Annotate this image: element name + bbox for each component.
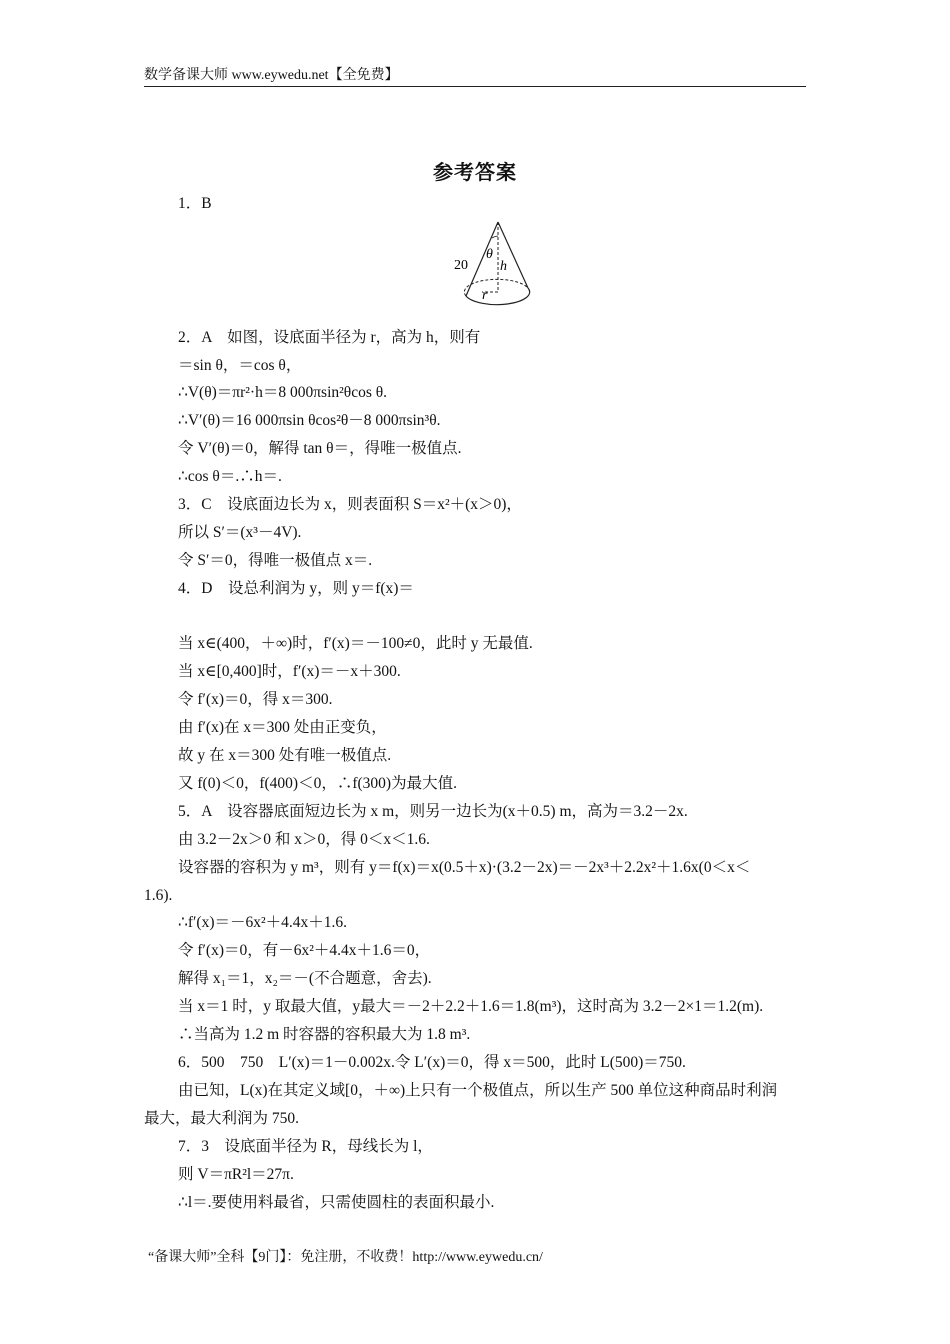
answer-line: 7．3 设底面半径为 R，母线长为 l， [178,1138,433,1155]
answer-line: 所以 S′＝(x³－4V). [178,524,302,541]
answer-line: 令 f′(x)＝0，有－6x²＋4.4x＋1.6＝0， [178,942,431,959]
cone-figure [452,218,532,314]
cone-slant-left [466,222,498,296]
answer-line: 令 V′(θ)＝0，解得 tan θ＝，得唯一极值点. [178,440,462,457]
answer-line: 4．D 设总利润为 y，则 y＝f(x)＝ [178,580,414,597]
answer-line: ∴l＝.要使用料最省，只需使圆柱的表面积最小. [178,1194,495,1211]
answer-line: 故 y 在 x＝300 处有唯一极值点. [178,747,392,764]
answer-line: 解得 x₁＝1，x₂＝－(不合题意，舍去). [178,970,432,987]
answer-line: 当 x∈(400，＋∞)时，f′(x)＝－100≠0，此时 y 无最值. [178,635,533,652]
answer-line: 1．B [178,195,212,212]
answer-line: 又 f(0)＜0，f(400)＜0，∴f(300)为最大值. [178,775,457,792]
answer-line: 3．C 设底面边长为 x，则表面积 S＝x²＋(x＞0)， [178,496,522,513]
answer-line: 最大，最大利润为 750. [144,1110,300,1127]
cone-height-label: h [500,259,507,274]
answer-line: 当 x＝1 时，y 取最大值，y最大＝－2＋2.2＋1.6＝1.8(m³)，这时高为 3.2－2×1＝1.2(m). [178,998,764,1015]
answer-line: 由 f′(x)在 x＝300 处由正变负， [178,719,387,736]
answer-line: ＝sin θ，＝cos θ， [178,357,302,374]
answer-line: 1.6). [144,887,173,904]
answer-line: 2．A 如图，设底面半径为 r，高为 h，则有 [178,329,481,346]
cone-base-front [466,288,530,305]
answer-line: 令 f′(x)＝0，得 x＝300. [178,691,333,708]
answer-line: 当 x∈[0,400]时，f′(x)＝－x＋300. [178,663,401,680]
answer-line: 6．500 750 L′(x)＝1－0.002x.令 L′(x)＝0，得 x＝500，此时 L(500)＝750. [178,1054,686,1071]
answer-line: ∴f′(x)＝－6x²＋4.4x＋1.6. [178,914,348,931]
page-title: 参考答案 [433,162,517,184]
cone-angle-label: θ [486,247,493,262]
answer-line: 由已知，L(x)在其定义域[0，＋∞)上只有一个极值点，所以生产 500 单位这种商品时利润 [178,1082,778,1099]
cone-radius-label: r [482,288,488,303]
answer-line: 由 3.2－2x＞0 和 x＞0，得 0＜x＜1.6. [178,831,430,848]
answer-line: 5．A 设容器底面短边长为 x m，则另一边长为(x＋0.5) m，高为＝3.2－2x. [178,803,688,820]
answer-line: 令 S′＝0，得唯一极值点 x＝. [178,552,373,569]
cone-side-label: 20 [454,258,468,273]
cone-angle-arc [492,236,498,238]
answer-line: ∴当高为 1.2 m 时容器的容积最大为 1.8 m³. [178,1026,471,1043]
answer-line: 设容器的容积为 y m³，则有 y＝f(x)＝x(0.5＋x)·(3.2－2x)＝－2x³＋2.2x²＋1.6x(0＜x＜ [178,859,751,876]
page-header: 数学备课大师 www.eywedu.net【全免费】 [144,64,806,87]
answer-line: ∴V′(θ)＝16 000πsin θcos²θ－8 000πsin³θ. [178,412,441,429]
cone-base-back [464,279,528,296]
answer-line: ∴V(θ)＝πr²·h＝8 000πsin²θcos θ. [178,384,388,401]
answer-line: 则 V＝πR²l＝27π. [178,1166,294,1183]
cone-slant-right [498,222,528,288]
page-footer: “备课大师”全科【9门】：免注册，不收费！http://www.eywedu.cn/ [148,1250,543,1265]
answer-line: ∴cos θ＝.∴h＝. [178,468,282,485]
